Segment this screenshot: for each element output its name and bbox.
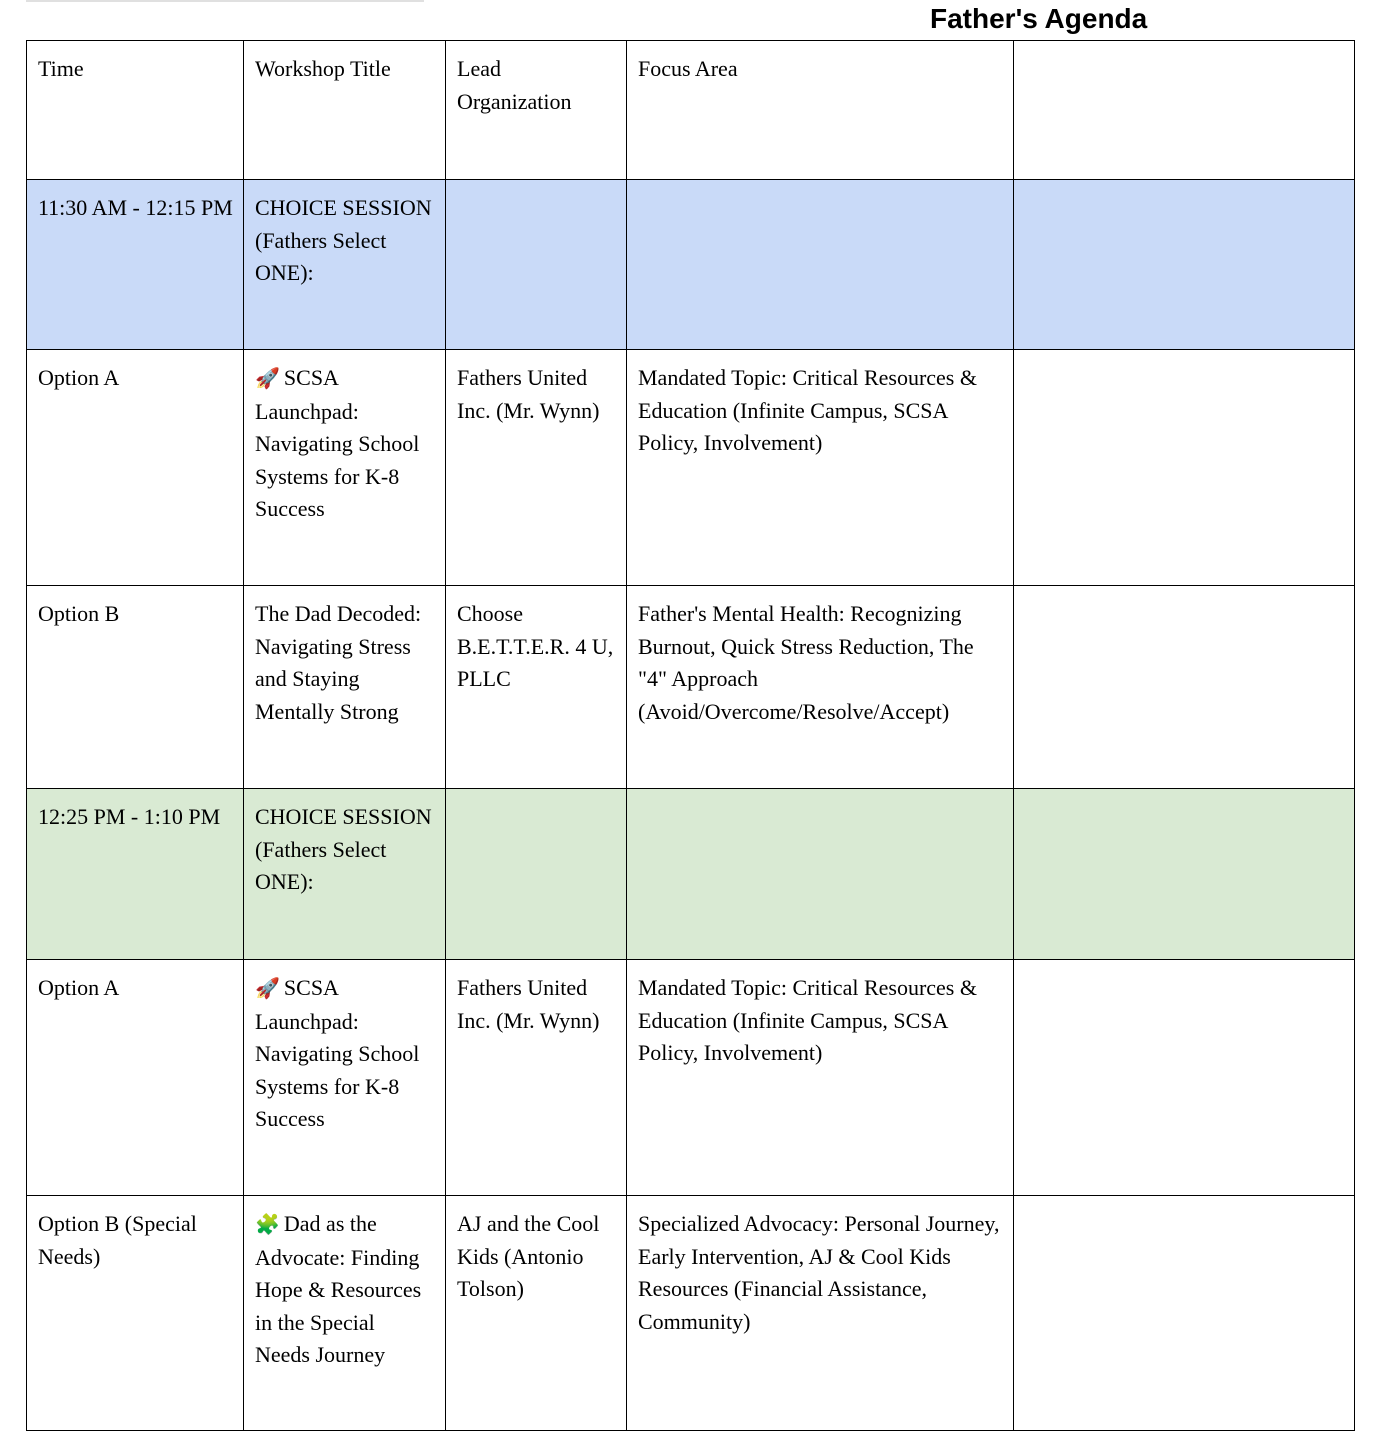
empty-cell xyxy=(1014,350,1355,586)
focus-area-cell-text: Father's Mental Health: Recognizing Burnout, Quick Stress Reduction, The "4" Approach (Avoid/Overcome/Resolve/Accept) xyxy=(638,601,974,724)
header-empty xyxy=(1014,41,1355,180)
puzzle-piece-icon: 🧩 xyxy=(255,1214,280,1236)
workshop-title-cell xyxy=(244,1196,446,1431)
header-focus-area: Focus Area xyxy=(627,41,1014,180)
focus-area-cell-text: Mandated Topic: Critical Resources & Education (Infinite Campus, SCSA Policy, Involvement) xyxy=(638,975,977,1065)
focus-area-cell xyxy=(627,180,1014,350)
workshop-title-cell-text: SCSA Launchpad: Navigating School Systems for K-8 Success xyxy=(255,975,420,1131)
workshop-title-cell-text: SCSA Launchpad: Navigating School Systems for K-8 Success xyxy=(255,365,420,521)
lead-organization-cell-text: Choose B.E.T.T.E.R. 4 U, PLLC xyxy=(457,601,614,691)
header-time: Time xyxy=(27,41,244,180)
time-cell-text: Option A xyxy=(38,365,120,390)
lead-organization-cell xyxy=(446,586,627,789)
top-divider xyxy=(26,0,424,2)
time-cell-text: Option B (Special Needs) xyxy=(38,1211,197,1269)
header-workshop-title: Workshop Title xyxy=(244,41,446,180)
session-header-row xyxy=(27,180,1355,350)
table-row xyxy=(27,1196,1355,1431)
rocket-icon: 🚀 xyxy=(255,978,280,1000)
workshop-title-cell-text: Dad as the Advocate: Finding Hope & Resources in the Special Needs Journey xyxy=(255,1211,422,1367)
time-cell-text: Option A xyxy=(38,975,120,1000)
focus-area-cell xyxy=(627,586,1014,789)
lead-organization-cell xyxy=(446,180,627,350)
rocket-icon: 🚀 xyxy=(255,368,280,390)
session-header-row xyxy=(27,789,1355,960)
workshop-title-cell xyxy=(244,180,446,350)
time-cell xyxy=(27,586,244,789)
agenda-table xyxy=(26,40,1355,1431)
workshop-title-cell-text: CHOICE SESSION (Fathers Select ONE): xyxy=(255,804,432,894)
focus-area-cell xyxy=(627,350,1014,586)
workshop-title-cell xyxy=(244,586,446,789)
table-row xyxy=(27,960,1355,1196)
workshop-title-cell xyxy=(244,350,446,586)
time-cell xyxy=(27,180,244,350)
time-cell xyxy=(27,789,244,960)
time-cell-text: 12:25 PM - 1:10 PM xyxy=(38,804,221,829)
header-row xyxy=(27,41,1355,180)
lead-organization-cell-text: AJ and the Cool Kids (Antonio Tolson) xyxy=(457,1211,600,1301)
focus-area-cell-text: Specialized Advocacy: Personal Journey, Early Intervention, AJ & Cool Kids Resources (Financial Assistance, Community) xyxy=(638,1211,1000,1334)
table-row xyxy=(27,586,1355,789)
focus-area-cell xyxy=(627,789,1014,960)
empty-cell xyxy=(1014,586,1355,789)
workshop-title-cell xyxy=(244,789,446,960)
workshop-title-cell xyxy=(244,960,446,1196)
time-cell-text: 11:30 AM - 12:15 PM xyxy=(38,195,233,220)
empty-cell xyxy=(1014,1196,1355,1431)
time-cell xyxy=(27,1196,244,1431)
focus-area-cell-text: Mandated Topic: Critical Resources & Education (Infinite Campus, SCSA Policy, Involvement) xyxy=(638,365,977,455)
time-cell xyxy=(27,350,244,586)
time-cell-text: Option B xyxy=(38,601,120,626)
lead-organization-cell-text: Fathers United Inc. (Mr. Wynn) xyxy=(457,975,600,1033)
page-title: Father's Agenda xyxy=(930,3,1148,34)
workshop-title-cell-text: CHOICE SESSION (Fathers Select ONE): xyxy=(255,195,432,285)
lead-organization-cell xyxy=(446,960,627,1196)
focus-area-cell xyxy=(627,960,1014,1196)
header-lead-organization: Lead Organization xyxy=(446,41,627,180)
time-cell xyxy=(27,960,244,1196)
lead-organization-cell xyxy=(446,350,627,586)
empty-cell xyxy=(1014,789,1355,960)
lead-organization-cell-text: Fathers United Inc. (Mr. Wynn) xyxy=(457,365,600,423)
empty-cell xyxy=(1014,180,1355,350)
lead-organization-cell xyxy=(446,789,627,960)
lead-organization-cell xyxy=(446,1196,627,1431)
workshop-title-cell-text: The Dad Decoded: Navigating Stress and Staying Mentally Strong xyxy=(255,601,422,724)
focus-area-cell xyxy=(627,1196,1014,1431)
table-row xyxy=(27,350,1355,586)
empty-cell xyxy=(1014,960,1355,1196)
